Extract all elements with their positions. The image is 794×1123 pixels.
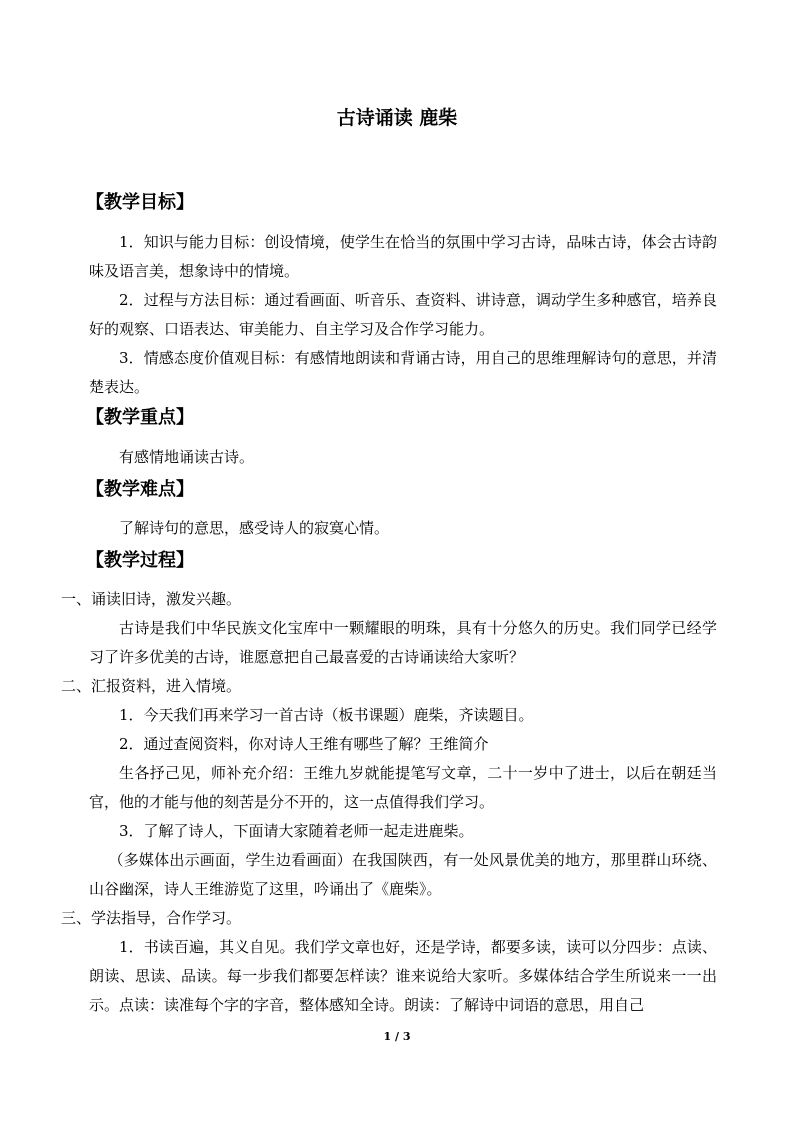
process-step-2-p5: （多媒体出示画面，学生边看画面）在我国陕西，有一处风景优美的地方，那里群山环绕、山谷幽深，诗人王维游览了这里，吟诵出了《鹿柴》。 — [89, 851, 717, 898]
page-title: 古诗诵读 鹿柴 — [336, 107, 458, 129]
objective-item-1: 1．知识与能力目标：创设情境，使学生在恰当的氛围中学习古诗，品味古诗，体会古诗韵味及语言美，想象诗中的情境。 — [89, 233, 717, 280]
process-step-3-title: 三、学法指导，合作学习。 — [61, 909, 242, 927]
process-step-2-title: 二、汇报资料，进入情境。 — [61, 677, 242, 695]
process-step-2-p4: 3．了解了诗人，下面请大家随着老师一起走进鹿柴。 — [119, 822, 474, 840]
objective-item-2: 2．过程与方法目标：通过看画面、听音乐、查资料、讲诗意，调动学生多种感官，培养良好的观察、口语表达、审美能力、自主学习及合作学习能力。 — [89, 291, 717, 338]
process-step-1-title: 一、诵读旧诗，激发兴趣。 — [61, 590, 242, 608]
process-step-2-p2: 2．通过查阅资料，你对诗人王维有哪些了解？王维简介 — [119, 735, 489, 753]
heading-objectives: 【教学目标】 — [86, 192, 194, 213]
process-step-2-p3: 生各抒己见，师补充介绍：王维九岁就能提笔写文章，二十一岁中了进士，以后在朝廷当官，他的才能与他的刻苦是分不开的，这一点值得我们学习。 — [89, 764, 717, 811]
process-step-3-p1: 1．书读百遍，其义自见。我们学文章也好，还是学诗，都要多读，读可以分四步：点读、朗读、思读、品读。每一步我们都要怎样读？谁来说给大家听。多媒体结合学生所说来一一出示。点读：读准每个字的字音，整体感知全诗。朗读：了解诗中词语的意思，用自己 — [89, 938, 717, 1014]
heading-key-point: 【教学重点】 — [86, 407, 194, 428]
heading-process: 【教学过程】 — [86, 550, 194, 571]
page-number: 1 / 3 — [383, 1030, 411, 1043]
process-step-2-p1: 1．今天我们再来学习一首古诗（板书课题）鹿柴，齐读题目。 — [119, 706, 534, 724]
process-step-1-text: 古诗是我们中华民族文化宝库中一颗耀眼的明珠，具有十分悠久的历史。我们同学已经学习了许多优美的古诗，谁愿意把自己最喜爱的古诗诵读给大家听？ — [89, 619, 717, 666]
objective-item-3: 3．情感态度价值观目标：有感情地朗读和背诵古诗，用自己的思维理解诗句的意思，并清楚表达。 — [89, 349, 717, 396]
key-point-text: 有感情地诵读古诗。 — [119, 448, 255, 466]
difficulty-text: 了解诗句的意思，感受诗人的寂寞心情。 — [119, 519, 390, 537]
heading-difficulty: 【教学难点】 — [86, 479, 194, 500]
